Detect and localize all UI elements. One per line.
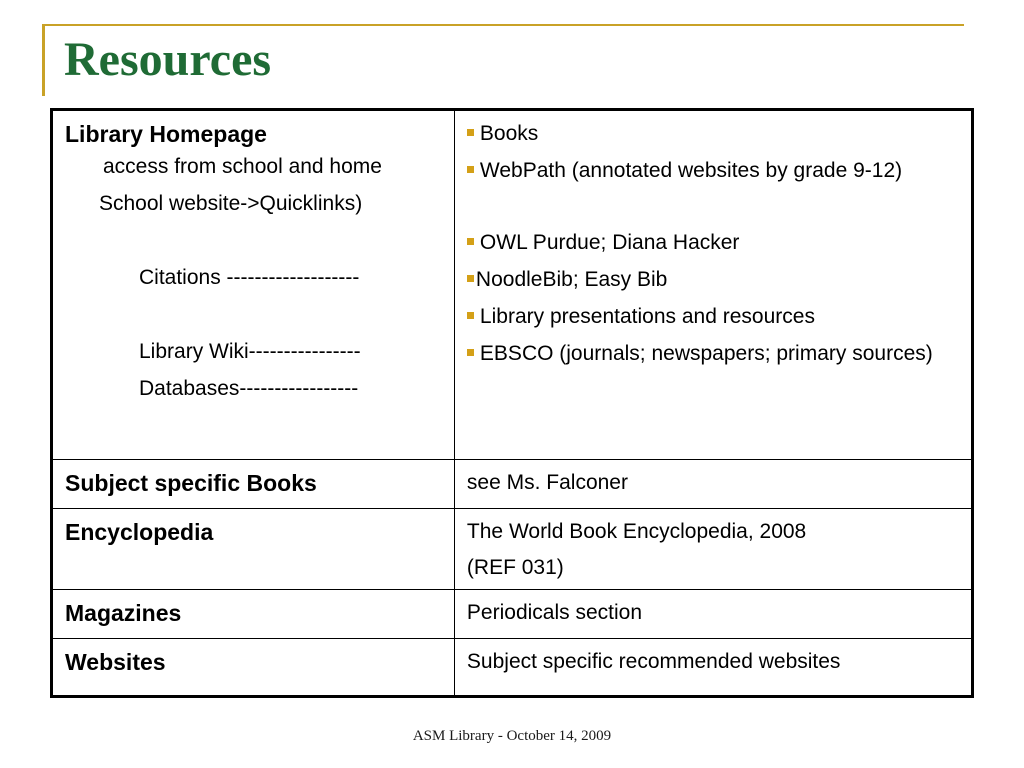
databases-label: Databases----------------- (139, 377, 359, 400)
bullet-square-icon (467, 166, 474, 173)
table-row (52, 639, 973, 697)
table-cell-label (52, 509, 455, 590)
row-label-encyclopedia: Encyclopedia (65, 519, 214, 545)
library-homepage-resource-list (467, 119, 961, 369)
table-row (52, 110, 973, 460)
row-label-subject-specific-books: Subject specific Books (65, 470, 317, 496)
list-item (467, 156, 961, 186)
bullet-square-icon (467, 349, 474, 356)
table-row (52, 460, 973, 509)
magazines-value: Periodicals section (466, 601, 643, 624)
list-item-text: WebPath (annotated websites by grade 9-12) (479, 159, 903, 182)
table-cell-value (454, 509, 972, 590)
subject-books-value: see Ms. Falconer (466, 471, 628, 494)
table-cell-label (52, 110, 455, 460)
slide-footer (0, 728, 1024, 745)
list-item-text: EBSCO (journals; newspapers; primary sources) (479, 342, 933, 365)
websites-value: Subject specific recommended websites (466, 650, 841, 673)
row-label-magazines: Magazines (65, 600, 182, 626)
table-cell-value (454, 639, 972, 697)
list-item-text: Library presentations and resources (479, 305, 815, 328)
encyclopedia-title: The World Book Encyclopedia, 2008 (466, 520, 807, 543)
library-wiki-label: Library Wiki---------------- (139, 340, 361, 363)
row-label-websites: Websites (65, 649, 166, 675)
table-row (52, 590, 973, 639)
table-cell-value (454, 110, 972, 460)
list-item-text: Books (479, 122, 539, 145)
table-cell-value (454, 590, 972, 639)
spacer (65, 296, 444, 333)
library-homepage-access-text: access from school and home (103, 155, 382, 178)
list-item (467, 119, 961, 149)
row-label-library-homepage: Library Homepage (65, 121, 267, 147)
list-item-text: OWL Purdue; Diana Hacker (479, 231, 740, 254)
bullet-square-icon (467, 238, 474, 245)
list-item (467, 265, 961, 295)
table-row (52, 509, 973, 590)
list-item (467, 302, 961, 332)
list-gap (467, 193, 961, 221)
table-cell-label (52, 590, 455, 639)
slide-title: Resources (64, 33, 272, 86)
title-accent-line-top (42, 24, 964, 26)
footer-text: ASM Library - October 14, 2009 (412, 728, 612, 744)
spacer (65, 222, 444, 259)
title-accent-line-left (42, 24, 45, 96)
bullet-square-icon (467, 129, 474, 136)
table-cell-label (52, 460, 455, 509)
resources-table (50, 108, 974, 698)
bullet-square-icon (467, 275, 474, 282)
encyclopedia-ref: (REF 031) (466, 556, 564, 579)
list-item-text: NoodleBib; Easy Bib (475, 268, 668, 291)
table-cell-value (454, 460, 972, 509)
bullet-square-icon (467, 312, 474, 319)
list-item (467, 339, 961, 369)
list-item (467, 228, 961, 258)
library-homepage-quicklinks-text: School website->Quicklinks) (99, 192, 363, 215)
citations-label: Citations ------------------- (139, 266, 360, 289)
table-cell-label (52, 639, 455, 697)
